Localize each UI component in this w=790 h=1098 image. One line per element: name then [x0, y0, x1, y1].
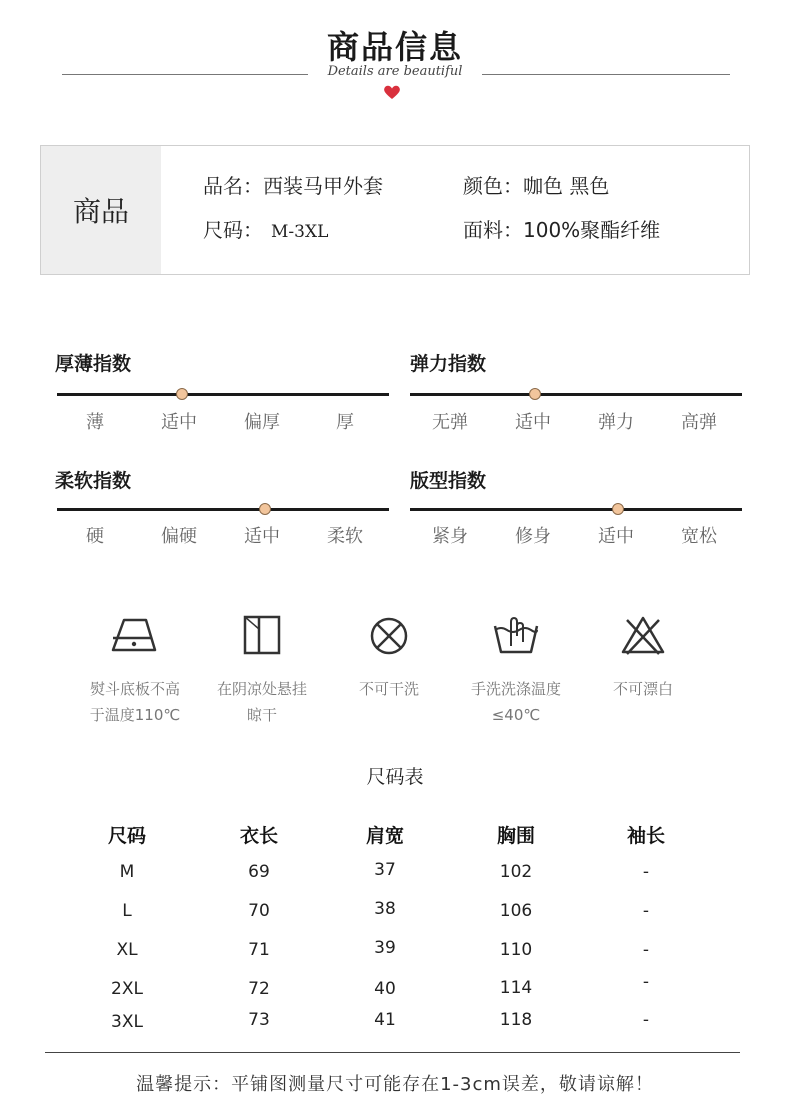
index-scale-line: [57, 393, 389, 396]
care-line: 在阴凉处悬挂: [216, 680, 307, 698]
index-title: 厚薄指数: [55, 353, 132, 375]
care-line: 晾干: [246, 706, 277, 724]
product-material: 面料：100%聚酯纤维: [463, 218, 661, 242]
index-option: 无弹: [432, 412, 468, 433]
title-divider-right: [482, 74, 730, 75]
index-option: 适中: [161, 412, 197, 433]
index-scale-line: [410, 508, 742, 511]
table-header: 衣长: [239, 825, 278, 847]
table-cell: -: [642, 972, 650, 992]
product-size: [203, 214, 328, 243]
index-option: 紧身: [432, 526, 468, 547]
care-text-line-dry: [192, 676, 332, 728]
size-table-title: 尺码表: [366, 766, 424, 788]
table-cell: 39: [374, 938, 396, 958]
index-marker-dot: [176, 388, 188, 400]
care-line: 手洗洗涤温度: [470, 680, 561, 698]
footer-note: 温馨提示：平铺图测量尺寸可能存在1-3cm误差，敬请谅解！: [136, 1074, 654, 1095]
table-cell: 106: [499, 901, 533, 921]
product-size-value: M-3XL: [271, 222, 329, 242]
table-header: 胸围: [496, 825, 535, 847]
care-line: 熨斗底板不高: [89, 680, 180, 698]
product-color: 颜色：咖色 黑色: [463, 174, 610, 198]
index-option: 适中: [598, 526, 634, 547]
index-option: 弹力: [598, 412, 634, 433]
care-text-iron: [65, 676, 205, 728]
table-cell: M: [119, 862, 135, 882]
table-cell: 38: [374, 899, 396, 919]
table-cell: 72: [248, 979, 270, 999]
index-option: 硬: [86, 526, 104, 547]
table-header: 肩宽: [365, 825, 404, 847]
table-cell: 118: [499, 1010, 533, 1030]
heart-icon: [383, 84, 401, 100]
index-option: 适中: [515, 412, 551, 433]
table-cell: 73: [248, 1010, 270, 1030]
table-header: 袖长: [626, 825, 665, 847]
table-cell: 71: [248, 940, 270, 960]
index-option: 薄: [86, 412, 104, 433]
table-header: 尺码: [107, 825, 146, 847]
care-text-hand-wash: [446, 676, 586, 728]
iron-icon: [108, 614, 162, 658]
index-option: 厚: [336, 412, 354, 433]
index-marker-dot: [529, 388, 541, 400]
product-label: 商品: [41, 146, 161, 274]
index-option: 宽松: [681, 526, 717, 547]
table-cell: 41: [374, 1010, 396, 1030]
product-name: 品名：西装马甲外套: [203, 174, 383, 198]
no-dry-clean-icon: [362, 614, 416, 658]
index-option: 偏厚: [244, 412, 280, 433]
table-cell: 37: [374, 860, 396, 880]
index-option: 偏硬: [161, 526, 197, 547]
product-info-box: [40, 145, 750, 275]
table-cell: 2XL: [111, 979, 143, 999]
table-cell: 69: [248, 862, 270, 882]
table-cell: -: [642, 1010, 650, 1030]
subtitle: Details are beautiful: [327, 64, 463, 79]
index-option: 修身: [515, 526, 551, 547]
index-scale-line: [410, 393, 742, 396]
table-cell: 110: [499, 940, 533, 960]
table-cell: -: [642, 901, 650, 921]
table-cell: 114: [499, 978, 533, 998]
no-bleach-icon: [616, 614, 670, 658]
index-option: 高弹: [681, 412, 717, 433]
table-cell: 102: [499, 862, 533, 882]
hand-wash-icon: [489, 612, 543, 656]
table-cell: XL: [116, 940, 138, 960]
index-scale-line: [57, 508, 389, 511]
care-line: ≤40℃: [491, 706, 541, 724]
footer-divider: [45, 1052, 740, 1053]
table-cell: -: [642, 940, 650, 960]
care-line: 不可干洗: [358, 680, 419, 698]
table-cell: 40: [374, 979, 396, 999]
index-title: 版型指数: [410, 470, 487, 492]
index-title: 柔软指数: [55, 470, 132, 492]
care-text-no-dry-clean: [319, 676, 459, 702]
page-title: 商品信息: [326, 28, 463, 66]
table-cell: 3XL: [111, 1012, 143, 1032]
line-dry-shade-icon: [235, 614, 289, 658]
table-cell: L: [122, 901, 132, 921]
index-marker-dot: [259, 503, 271, 515]
product-size-prefix: 尺码：: [203, 218, 263, 242]
index-marker-dot: [612, 503, 624, 515]
table-cell: -: [642, 862, 650, 882]
care-line: 于温度110℃: [89, 706, 181, 724]
table-cell: 70: [248, 901, 270, 921]
index-option: 适中: [244, 526, 280, 547]
care-text-no-bleach: [573, 676, 713, 702]
index-title: 弹力指数: [410, 353, 487, 375]
index-option: 柔软: [327, 526, 363, 547]
care-line: 不可漂白: [612, 680, 673, 698]
